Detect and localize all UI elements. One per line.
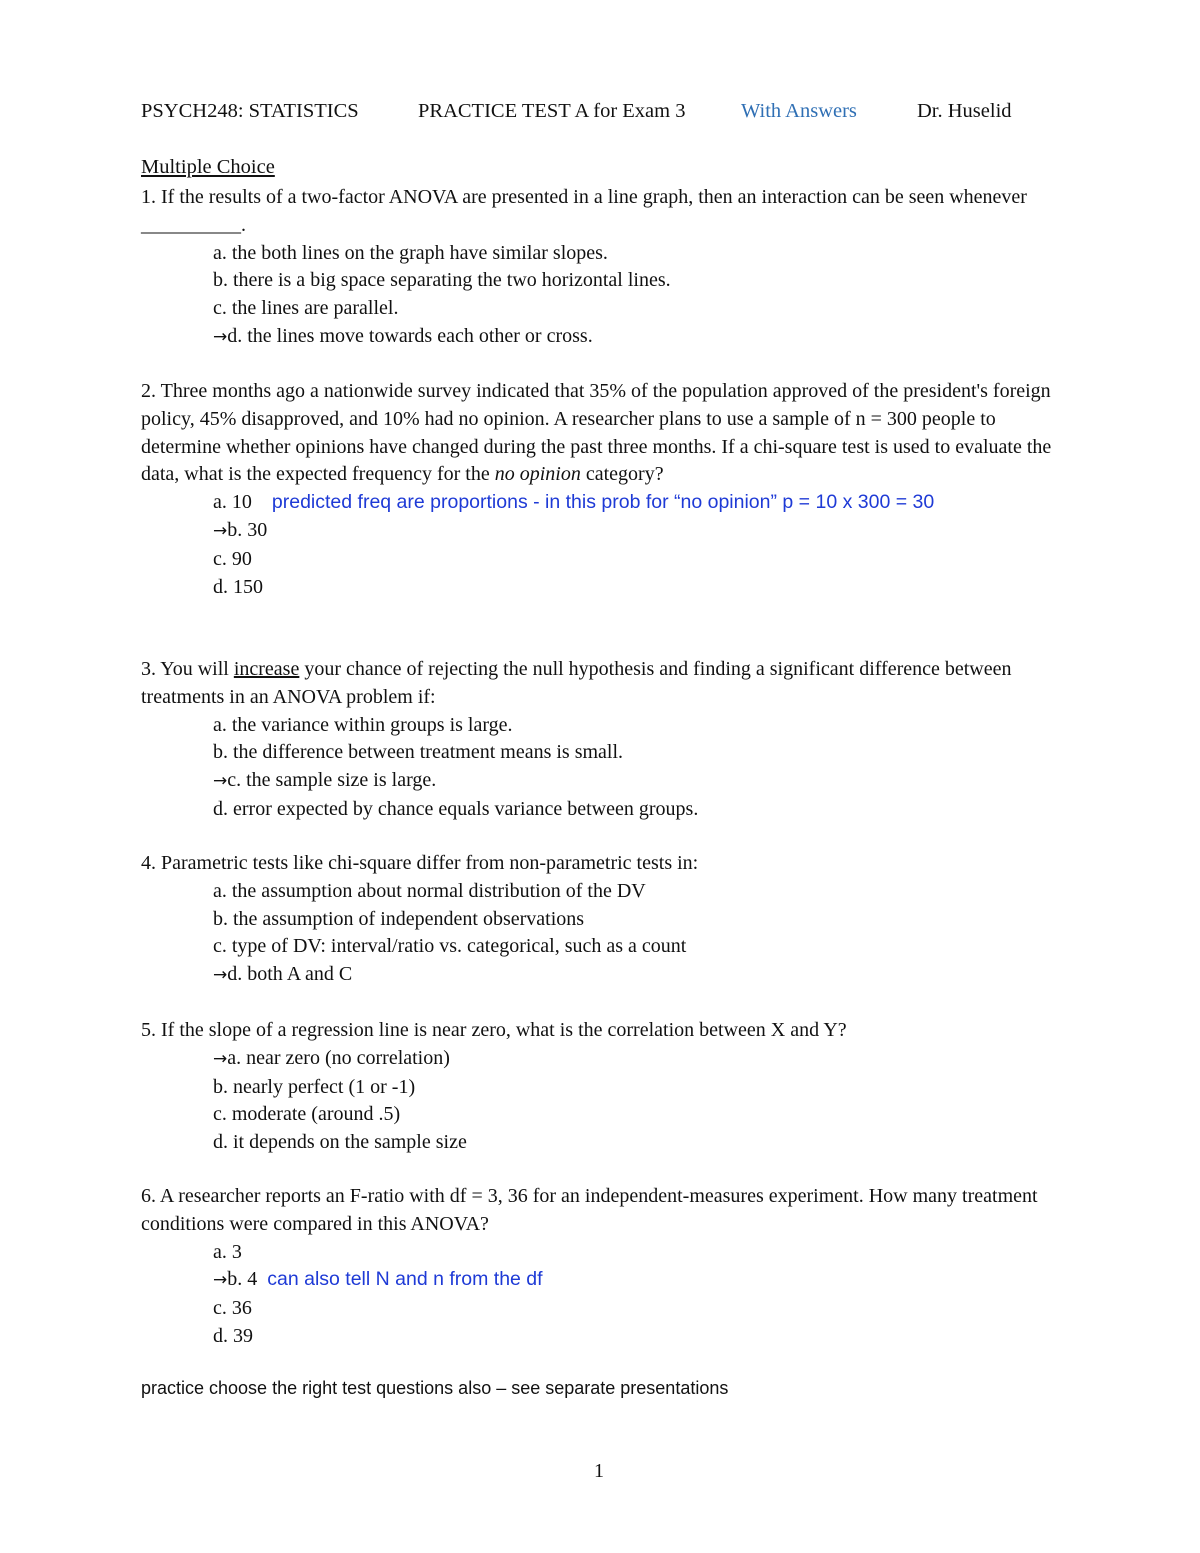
- option-a: a. 10 predicted freq are proportions - in this prob for “no opinion” p = 10 x 300 = 30: [213, 491, 935, 514]
- question-number: 1.: [141, 186, 156, 208]
- answer-note: can also tell N and n from the df: [267, 1268, 543, 1291]
- option-d: d. 39: [213, 1324, 253, 1347]
- question-number: 6.: [141, 1185, 156, 1207]
- answer-note: predicted freq are proportions - in this prob for “no opinion” p = 10 x 300 = 30: [271, 491, 935, 514]
- option-list: [141, 1045, 1071, 1157]
- underlined-term: increase: [233, 658, 300, 680]
- option-a: a. 3: [213, 1240, 242, 1263]
- option-d: d. it depends on the sample size: [213, 1131, 467, 1154]
- question-text: Parametric tests like chi-square differ from non-parametric tests in:: [161, 852, 699, 874]
- option-b: b. the difference between treatment means is small.: [213, 741, 624, 764]
- question-3: [141, 656, 1071, 824]
- option-d-correct: →d. both A and C: [213, 963, 353, 986]
- question-text: A researcher reports an F-ratio with df = 3, 36 for an independent-measures experiment. How many treatment conditions were compared in this ANOVA?: [141, 1185, 1038, 1235]
- option-a-correct: →a. near zero (no correlation): [213, 1046, 450, 1069]
- test-title: PRACTICE TEST A for Exam 3: [418, 100, 686, 122]
- option-c: c. 36: [213, 1297, 252, 1320]
- question-5: [141, 1017, 1071, 1157]
- professor-name: Dr. Huselid: [917, 100, 1012, 122]
- right-arrow-icon: →: [213, 326, 228, 347]
- option-a: a. the both lines on the graph have similar slopes.: [213, 241, 608, 264]
- footer-note: practice choose the right test questions also – see separate presentations: [141, 1378, 729, 1398]
- option-list: [141, 1239, 1071, 1351]
- option-c: c. type of DV: interval/ratio vs. categorical, such as a count: [213, 935, 687, 958]
- option-a: a. the variance within groups is large.: [213, 713, 513, 736]
- option-list: [141, 489, 1071, 601]
- option-b: b. there is a big space separating the two horizontal lines.: [213, 269, 671, 292]
- page-number: 1: [594, 1460, 604, 1482]
- question-text: If the results of a two-factor ANOVA are presented in a line graph, then an interaction can be seen whenever __________.: [141, 186, 1027, 236]
- question-4: [141, 850, 1071, 990]
- option-list: [141, 240, 1071, 352]
- option-d: d. error expected by chance equals variance between groups.: [213, 797, 699, 820]
- question-stem: 3. You will increase your chance of rejecting the null hypothesis and finding a significant difference between treatments in an ANOVA problem if:: [141, 658, 1012, 708]
- section-title: Multiple Choice: [141, 156, 275, 178]
- question-1: [141, 184, 1071, 352]
- question-number: 5.: [141, 1019, 156, 1041]
- question-6: [141, 1183, 1071, 1351]
- option-list: [141, 712, 1071, 824]
- right-arrow-icon: →: [213, 520, 228, 541]
- option-b-correct: →b. 30: [213, 518, 268, 541]
- document-header: [141, 100, 1041, 130]
- right-arrow-icon: →: [213, 1048, 228, 1069]
- with-answers-label: With Answers: [741, 100, 857, 122]
- option-c: c. moderate (around .5): [213, 1103, 401, 1126]
- question-number: 4.: [141, 852, 156, 874]
- option-c-correct: →c. the sample size is large.: [213, 769, 437, 792]
- option-a: a. the assumption about normal distribution of the DV: [213, 879, 646, 902]
- option-list: [141, 878, 1071, 990]
- option-b-correct: →b. 4 can also tell N and n from the df: [213, 1268, 543, 1291]
- option-c: c. 90: [213, 547, 252, 570]
- option-d-correct: →d. the lines move towards each other or cross.: [213, 324, 593, 347]
- right-arrow-icon: →: [213, 965, 228, 986]
- right-arrow-icon: →: [213, 771, 228, 792]
- option-b: b. the assumption of independent observations: [213, 907, 585, 930]
- option-b: b. nearly perfect (1 or -1): [213, 1075, 416, 1098]
- question-stem: [141, 1183, 1071, 1239]
- option-c: c. the lines are parallel.: [213, 297, 399, 320]
- question-stem: 2. Three months ago a nationwide survey indicated that 35% of the population approved of the president's foreign policy, 45% disapproved, and 10% had no opinion. A researcher plans to use a sample of n = 300 people to determine whether opinions have changed during the past three months. If a chi-square test is used to evaluate the data, what is the expected frequency for the no opinion category?: [141, 380, 1052, 486]
- question-stem: [141, 850, 1071, 878]
- question-2: [141, 378, 1071, 601]
- question-text: If the slope of a regression line is near zero, what is the correlation between X and Y?: [161, 1019, 847, 1041]
- option-d: d. 150: [213, 575, 263, 598]
- italic-term: no opinion: [494, 463, 581, 486]
- right-arrow-icon: →: [213, 1270, 228, 1291]
- question-stem: [141, 1017, 1071, 1045]
- question-stem: [141, 184, 1071, 240]
- question-number: 3.: [141, 658, 156, 680]
- course-title: PSYCH248: STATISTICS: [141, 100, 359, 122]
- question-number: 2.: [141, 380, 156, 402]
